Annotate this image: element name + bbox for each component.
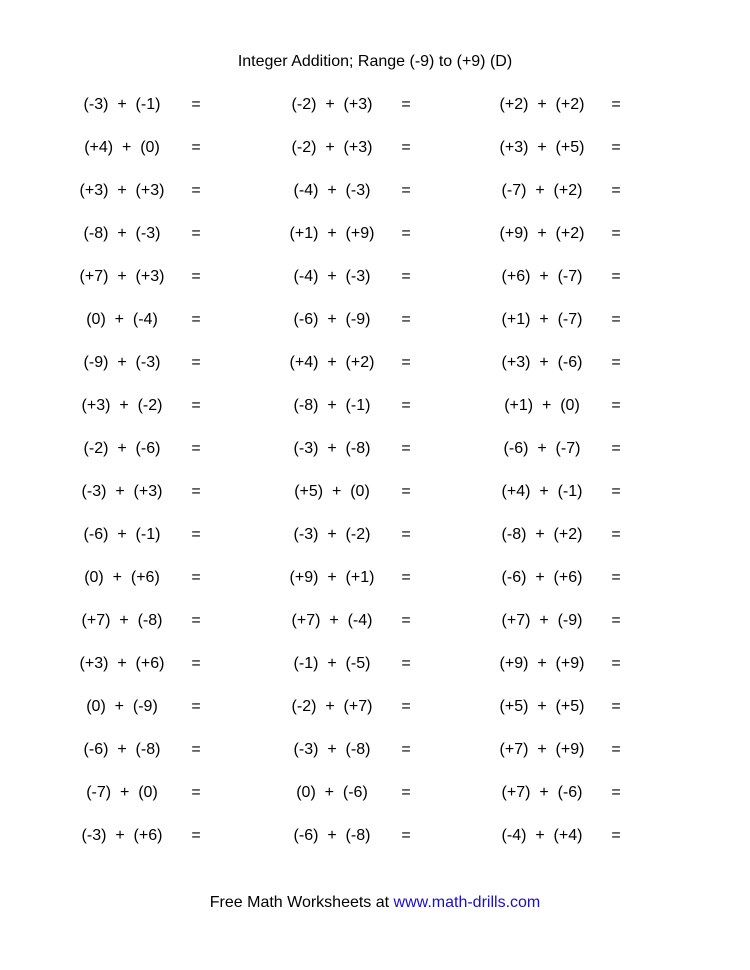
problem-expression: (-8) + (+2) <box>501 526 583 543</box>
problem-row <box>0 351 750 394</box>
footer <box>0 893 750 913</box>
equals-sign: = <box>191 741 201 758</box>
problem-expression: (-8) + (-3) <box>83 225 161 242</box>
problem-expression: (+1) + (0) <box>504 397 580 414</box>
problem-expression: (0) + (-4) <box>86 311 158 328</box>
equals-sign: = <box>191 698 201 715</box>
equals-sign: = <box>611 268 621 285</box>
problem-row <box>0 609 750 652</box>
problem-expression: (-7) + (+2) <box>501 182 583 199</box>
equals-sign: = <box>401 483 411 500</box>
problem-row <box>0 437 750 480</box>
problem-expression: (+9) + (+9) <box>499 655 585 672</box>
problem-expression: (+7) + (-9) <box>501 612 583 629</box>
equals-sign: = <box>611 182 621 199</box>
problem-expression: (+7) + (+9) <box>499 741 585 758</box>
problem-expression: (-3) + (-2) <box>293 526 371 543</box>
equals-sign: = <box>611 96 621 113</box>
equals-sign: = <box>401 569 411 586</box>
problem-expression: (-8) + (-1) <box>293 397 371 414</box>
problem-expression: (+2) + (+2) <box>499 96 585 113</box>
equals-sign: = <box>191 311 201 328</box>
equals-sign: = <box>191 483 201 500</box>
equals-sign: = <box>191 612 201 629</box>
problem-row <box>0 308 750 351</box>
problem-expression: (+1) + (-7) <box>501 311 583 328</box>
problem-row <box>0 824 750 867</box>
equals-sign: = <box>611 397 621 414</box>
problem-expression: (+3) + (-2) <box>81 397 163 414</box>
problem-expression: (-2) + (+3) <box>291 139 373 156</box>
equals-sign: = <box>611 741 621 758</box>
equals-sign: = <box>401 397 411 414</box>
equals-sign: = <box>401 268 411 285</box>
equals-sign: = <box>401 698 411 715</box>
equals-sign: = <box>191 827 201 844</box>
equals-sign: = <box>611 698 621 715</box>
equals-sign: = <box>611 569 621 586</box>
footer-text: Free Math Worksheets at <box>209 894 390 911</box>
problem-expression: (+4) + (0) <box>84 139 160 156</box>
problem-expression: (-4) + (-3) <box>293 268 371 285</box>
problem-grid <box>0 93 750 867</box>
problem-expression: (-6) + (-8) <box>83 741 161 758</box>
equals-sign: = <box>401 96 411 113</box>
problem-expression: (0) + (+6) <box>84 569 160 586</box>
problem-expression: (-6) + (-1) <box>83 526 161 543</box>
problem-expression: (-7) + (0) <box>86 784 158 801</box>
equals-sign: = <box>401 311 411 328</box>
equals-sign: = <box>401 526 411 543</box>
problem-expression: (+4) + (+2) <box>289 354 375 371</box>
problem-row <box>0 781 750 824</box>
equals-sign: = <box>191 784 201 801</box>
problem-expression: (+7) + (-4) <box>291 612 373 629</box>
problem-expression: (+9) + (+1) <box>289 569 375 586</box>
problem-expression: (-6) + (+6) <box>501 569 583 586</box>
problem-expression: (-3) + (-8) <box>293 440 371 457</box>
problem-row <box>0 523 750 566</box>
equals-sign: = <box>611 225 621 242</box>
problem-row <box>0 136 750 179</box>
problem-expression: (+6) + (-7) <box>501 268 583 285</box>
equals-sign: = <box>611 483 621 500</box>
equals-sign: = <box>611 612 621 629</box>
equals-sign: = <box>401 440 411 457</box>
problem-expression: (-3) + (-8) <box>293 741 371 758</box>
problem-expression: (-2) + (-6) <box>83 440 161 457</box>
footer-link[interactable]: www.math-drills.com <box>393 894 541 911</box>
problem-row <box>0 394 750 437</box>
problem-row <box>0 480 750 523</box>
problem-expression: (-9) + (-3) <box>83 354 161 371</box>
equals-sign: = <box>611 311 621 328</box>
problem-row <box>0 695 750 738</box>
problem-expression: (-4) + (+4) <box>501 827 583 844</box>
problem-expression: (+1) + (+9) <box>289 225 375 242</box>
problem-expression: (-3) + (-1) <box>83 96 161 113</box>
problem-row <box>0 738 750 781</box>
equals-sign: = <box>611 655 621 672</box>
problem-expression: (-6) + (-9) <box>293 311 371 328</box>
equals-sign: = <box>191 655 201 672</box>
problem-row <box>0 652 750 695</box>
problem-expression: (-2) + (+3) <box>291 96 373 113</box>
problem-expression: (+7) + (-8) <box>81 612 163 629</box>
problem-expression: (+9) + (+2) <box>499 225 585 242</box>
equals-sign: = <box>191 96 201 113</box>
problem-expression: (+3) + (+6) <box>79 655 165 672</box>
equals-sign: = <box>611 827 621 844</box>
worksheet-title: Integer Addition; Range (-9) to (+9) (D) <box>237 53 513 70</box>
problem-row <box>0 93 750 136</box>
problem-expression: (+7) + (+3) <box>79 268 165 285</box>
problem-row <box>0 566 750 609</box>
problem-expression: (-2) + (+7) <box>291 698 373 715</box>
equals-sign: = <box>401 741 411 758</box>
equals-sign: = <box>401 827 411 844</box>
equals-sign: = <box>191 569 201 586</box>
equals-sign: = <box>401 225 411 242</box>
equals-sign: = <box>611 526 621 543</box>
equals-sign: = <box>191 397 201 414</box>
problem-expression: (-1) + (-5) <box>293 655 371 672</box>
problem-row <box>0 222 750 265</box>
problem-expression: (0) + (-9) <box>86 698 158 715</box>
equals-sign: = <box>401 139 411 156</box>
problem-expression: (-3) + (+3) <box>81 483 163 500</box>
equals-sign: = <box>191 139 201 156</box>
equals-sign: = <box>191 182 201 199</box>
equals-sign: = <box>191 440 201 457</box>
problem-row <box>0 179 750 222</box>
equals-sign: = <box>611 139 621 156</box>
equals-sign: = <box>191 268 201 285</box>
problem-expression: (0) + (-6) <box>296 784 368 801</box>
problem-expression: (-6) + (-8) <box>293 827 371 844</box>
problem-expression: (+5) + (0) <box>294 483 370 500</box>
equals-sign: = <box>191 354 201 371</box>
equals-sign: = <box>401 784 411 801</box>
equals-sign: = <box>401 612 411 629</box>
problem-expression: (+3) + (-6) <box>501 354 583 371</box>
equals-sign: = <box>401 655 411 672</box>
equals-sign: = <box>191 526 201 543</box>
problem-expression: (-4) + (-3) <box>293 182 371 199</box>
problem-expression: (+5) + (+5) <box>499 698 585 715</box>
equals-sign: = <box>611 354 621 371</box>
equals-sign: = <box>611 784 621 801</box>
equals-sign: = <box>401 354 411 371</box>
problem-expression: (+3) + (+3) <box>79 182 165 199</box>
equals-sign: = <box>401 182 411 199</box>
problem-expression: (+4) + (-1) <box>501 483 583 500</box>
problem-expression: (-6) + (-7) <box>503 440 581 457</box>
problem-expression: (+7) + (-6) <box>501 784 583 801</box>
equals-sign: = <box>191 225 201 242</box>
problem-expression: (-3) + (+6) <box>81 827 163 844</box>
equals-sign: = <box>611 440 621 457</box>
problem-expression: (+3) + (+5) <box>499 139 585 156</box>
problem-row <box>0 265 750 308</box>
